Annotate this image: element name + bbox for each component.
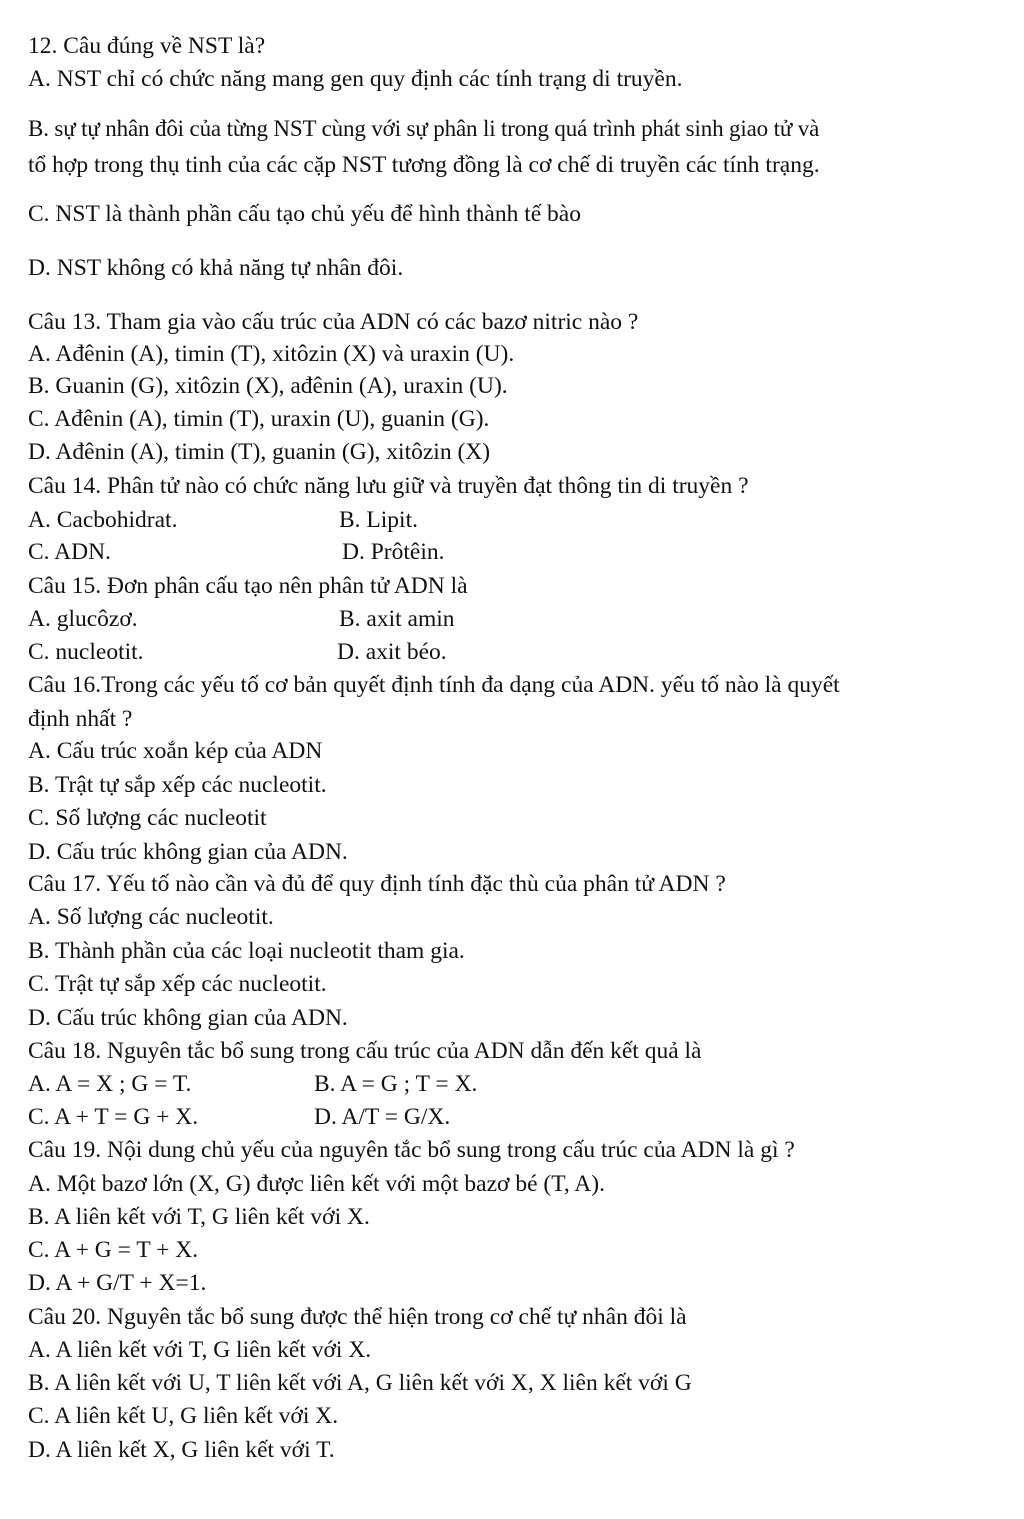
q15-option-a: A. glucôzơ.: [28, 606, 138, 632]
q13-stem: Câu 13. Tham gia vào cấu trúc của ADN có các bazơ nitric nào ?: [28, 309, 639, 335]
q16-option-a: A. Cấu trúc xoắn kép của ADN: [28, 738, 323, 764]
q16-option-d: D. Cấu trúc không gian của ADN.: [28, 839, 348, 865]
q15-option-d: D. axit béo.: [337, 639, 447, 665]
q13-option-d: D. Ađênin (A), timin (T), guanin (G), xitôzin (X): [28, 439, 491, 465]
q18-option-c: C. A + T = G + X.: [28, 1104, 199, 1130]
q12-option-b-line2: tổ hợp trong thụ tinh của các cặp NST tương đồng là cơ chế di truyền các tính trạng.: [28, 152, 820, 178]
q12-option-d: D. NST không có khả năng tự nhân đôi.: [28, 255, 404, 281]
q12-option-b-line1: B. sự tự nhân đôi của từng NST cùng với sự phân li trong quá trình phát sinh giao tử và: [28, 116, 820, 141]
q19-option-b: B. A liên kết với T, G liên kết với X.: [28, 1204, 370, 1230]
q12-option-c: C. NST là thành phần cấu tạo chủ yếu để hình thành tế bào: [28, 201, 581, 227]
q19-option-a: A. Một bazơ lớn (X, G) được liên kết với một bazơ bé (T, A).: [28, 1171, 605, 1197]
q18-option-b: B. A = G ; T = X.: [314, 1071, 478, 1097]
q18-option-d: D. A/T = G/X.: [314, 1104, 451, 1130]
q20-stem: Câu 20. Nguyên tắc bổ sung được thể hiện trong cơ chế tự nhân đôi là: [28, 1304, 687, 1330]
q16-stem-line2: định nhất ?: [28, 706, 133, 732]
q18-option-a: A. A = X ; G = T.: [28, 1071, 192, 1097]
q19-option-c: C. A + G = T + X.: [28, 1237, 199, 1263]
q12-option-a: A. NST chỉ có chức năng mang gen quy định các tính trạng di truyền.: [28, 66, 683, 92]
q14-option-d: D. Prôtêin.: [342, 539, 445, 565]
q17-stem: Câu 17. Yếu tố nào cần và đủ để quy định tính đặc thù của phân tử ADN ?: [28, 871, 726, 897]
q20-option-a: A. A liên kết với T, G liên kết với X.: [28, 1337, 372, 1363]
q14-option-c: C. ADN.: [28, 539, 111, 565]
q15-stem: Câu 15. Đơn phân cấu tạo nên phân tử ADN là: [28, 573, 468, 599]
q19-option-d: D. A + G/T + X=1.: [28, 1270, 207, 1296]
q17-option-c: C. Trật tự sắp xếp các nucleotit.: [28, 971, 327, 997]
q15-option-c: C. nucleotit.: [28, 639, 144, 665]
q14-option-b: B. Lipit.: [339, 507, 418, 533]
q16-stem-line1: Câu 16.Trong các yếu tố cơ bản quyết định tính đa dạng của ADN. yếu tố nào là quyết: [28, 672, 840, 698]
q14-option-a: A. Cacbohidrat.: [28, 507, 178, 533]
q14-stem: Câu 14. Phân tử nào có chức năng lưu giữ và truyền đạt thông tin di truyền ?: [28, 473, 749, 499]
q17-option-d: D. Cấu trúc không gian của ADN.: [28, 1005, 348, 1031]
q16-option-c: C. Số lượng các nucleotit: [28, 805, 267, 831]
q20-option-d: D. A liên kết X, G liên kết với T.: [28, 1437, 335, 1463]
q17-option-a: A. Số lượng các nucleotit.: [28, 904, 274, 930]
q17-option-b: B. Thành phần của các loại nucleotit tham gia.: [28, 938, 465, 964]
q13-option-b: B. Guanin (G), xitôzin (X), ađênin (A), uraxin (U).: [28, 373, 508, 399]
q13-option-a: A. Ađênin (A), timin (T), xitôzin (X) và uraxin (U).: [28, 341, 515, 367]
q20-option-c: C. A liên kết U, G liên kết với X.: [28, 1403, 339, 1429]
q13-option-c: C. Ađênin (A), timin (T), uraxin (U), guanin (G).: [28, 406, 490, 432]
q20-option-b: B. A liên kết với U, T liên kết với A, G liên kết với X, X liên kết với G: [28, 1370, 692, 1396]
q16-option-b: B. Trật tự sắp xếp các nucleotit.: [28, 772, 327, 798]
q19-stem: Câu 19. Nội dung chủ yếu của nguyên tắc bổ sung trong cấu trúc của ADN là gì ?: [28, 1137, 795, 1163]
q15-option-b: B. axit amin: [339, 606, 455, 632]
q18-stem: Câu 18. Nguyên tắc bổ sung trong cấu trúc của ADN dẫn đến kết quả là: [28, 1038, 702, 1064]
q12-stem: 12. Câu đúng về NST là?: [28, 33, 266, 59]
